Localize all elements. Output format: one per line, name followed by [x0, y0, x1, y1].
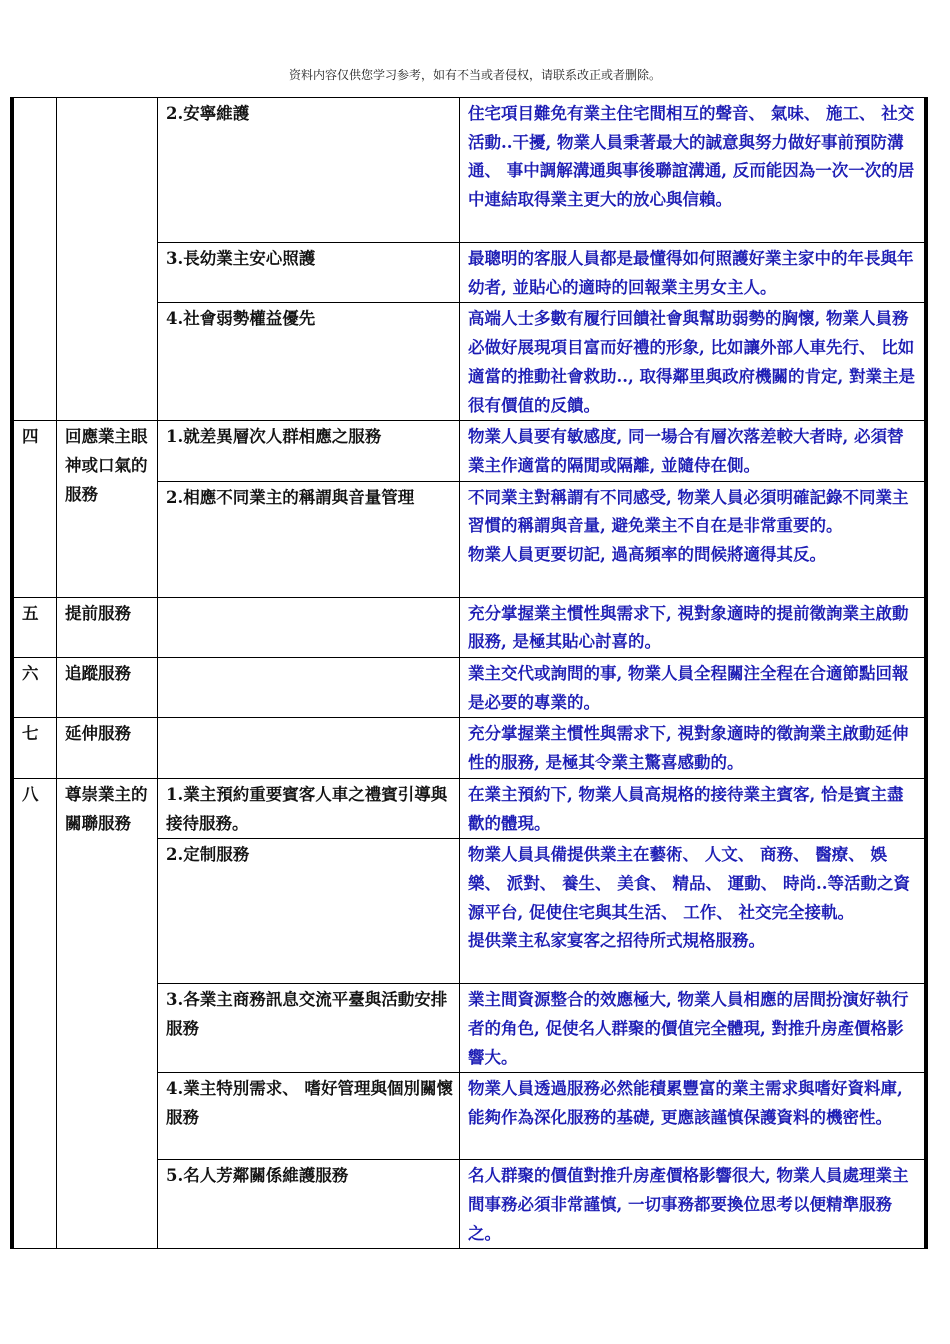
service-description [460, 597, 927, 657]
service-description [460, 243, 927, 303]
table-row [12, 658, 926, 718]
table-row [12, 718, 926, 778]
section-category: 延伸服務 [57, 718, 158, 778]
description-paragraph: 最聰明的客服人員都是最懂得如何照護好業主家中的年長與年幼者, 並貼心的適時的回報業主男女主人。 [468, 249, 914, 297]
service-description [460, 658, 927, 718]
service-item: 4.業主特別需求、 嗜好管理與個別關懷服務 [158, 1073, 460, 1160]
section-category: 追蹤服務 [57, 658, 158, 718]
service-item [158, 597, 460, 657]
table-row [12, 421, 926, 481]
service-description [460, 718, 927, 778]
description-paragraph: 在業主預約下, 物業人員高規格的接待業主賓客, 恰是賓主盡歡的體現。 [468, 784, 904, 833]
description-paragraph: 不同業主對稱謂有不同感受, 物業人員必須明確記錄不同業主習慣的稱謂與音量, 避免業主不自在是非常重要的。 [468, 487, 909, 536]
service-item: 2.相應不同業主的稱謂與音量管理 [158, 481, 460, 597]
service-description [460, 839, 927, 984]
section-category: 回應業主眼神或口氣的服務 [57, 421, 158, 597]
section-number: 八 [12, 778, 57, 1249]
description-paragraph: 高端人士多數有履行回饋社會與幫助弱勢的胸懷, 物業人員務必做好展現項目富而好禮的形象, 比如讓外部人車先行、 比如適當的推動社會救助.., 取得鄰里與政府機關的肯定, 對業主是很有價值的反饋。 [468, 309, 915, 415]
service-item [158, 718, 460, 778]
description-paragraph: 充分掌握業主慣性與需求下, 視對象適時的提前徵詢業主啟動服務, 是極其貼心討喜的。 [468, 603, 909, 652]
service-description [460, 778, 927, 838]
description-paragraph: 充分掌握業主慣性與需求下, 視對象適時的徵詢業主啟動延伸性的服務, 是極其令業主驚喜感動的。 [468, 724, 909, 773]
section-number: 五 [12, 597, 57, 657]
service-description [460, 421, 927, 481]
service-item: 3.各業主商務訊息交流平臺與活動安排服務 [158, 984, 460, 1073]
service-item: 5.名人芳鄰關係維護服務 [158, 1160, 460, 1249]
description-paragraph: 物業人員透過服務必然能積累豐富的業主需求與嗜好資料庫, 能夠作為深化服務的基礎, 更應該謹慎保護資料的機密性。 [468, 1079, 903, 1128]
description-paragraph: 業主間資源整合的效應極大, 物業人員相應的居間扮演好執行者的角色, 促使名人群聚的價值完全體現, 對推升房產價格影響大。 [468, 990, 909, 1067]
description-paragraph: 物業人員更要切記, 過高頻率的問候將適得其反。 [468, 545, 826, 565]
service-description [460, 984, 927, 1073]
page-header-note: 资料内容仅供您学习参考，如有不当或者侵权，请联系改正或者删除。 [288, 68, 661, 82]
section-number: 四 [12, 421, 57, 597]
service-description [460, 481, 927, 597]
description-paragraph: 物業人員要有敏感度, 同一場合有層次落差較大者時, 必須替業主作適當的隔閒或隔離, 並隨侍在側。 [468, 427, 904, 475]
section-number: 六 [12, 658, 57, 718]
table-row [12, 98, 926, 243]
section-category [57, 98, 158, 421]
description-paragraph: 提供業主私家宴客之招待所式規格服務。 [468, 931, 765, 951]
section-number [12, 98, 57, 421]
service-item: 1.業主預約重要賓客人車之禮賓引導與接待服務。 [158, 778, 460, 838]
service-item: 2.定制服務 [158, 839, 460, 984]
service-item: 1.就差異層次人群相應之服務 [158, 421, 460, 481]
service-table [10, 97, 928, 1249]
table-row [12, 778, 926, 838]
service-item: 3.長幼業主安心照護 [158, 243, 460, 303]
section-category: 提前服務 [57, 597, 158, 657]
service-description [460, 303, 927, 421]
service-item: 2.安寧維護 [158, 98, 460, 243]
table-row [12, 597, 926, 657]
description-paragraph: 物業人員具備提供業主在藝術、 人文、 商務、 醫療、 娛樂、 派對、 養生、 美食、 精品、 運動、 時尚..等活動之資源平台, 促使住宅與其生活、 工作、 社交完全接軌。 [468, 845, 910, 922]
description-paragraph: 住宅項目難免有業主住宅間相互的聲音、 氣味、 施工、 社交活動..干擾, 物業人員秉著最大的誠意與努力做好事前預防溝通、 事中調解溝通與事後聯誼溝通, 反而能因為一次一次的居中連結取得業主更大的放心與信賴。 [468, 104, 915, 210]
section-number: 七 [12, 718, 57, 778]
service-item: 4.社會弱勢權益優先 [158, 303, 460, 421]
service-description [460, 1160, 927, 1249]
service-item [158, 658, 460, 718]
description-paragraph: 名人群聚的價值對推升房產價格影響很大, 物業人員處理業主間事務必須非常謹慎, 一切事務都要換位思考以便精準服務之。 [468, 1166, 909, 1243]
section-category: 尊崇業主的關聯服務 [57, 778, 158, 1249]
service-description [460, 98, 927, 243]
description-paragraph: 業主交代或詢問的事, 物業人員全程關注全程在合適節點回報是必要的專業的。 [468, 664, 909, 712]
service-description [460, 1073, 927, 1160]
